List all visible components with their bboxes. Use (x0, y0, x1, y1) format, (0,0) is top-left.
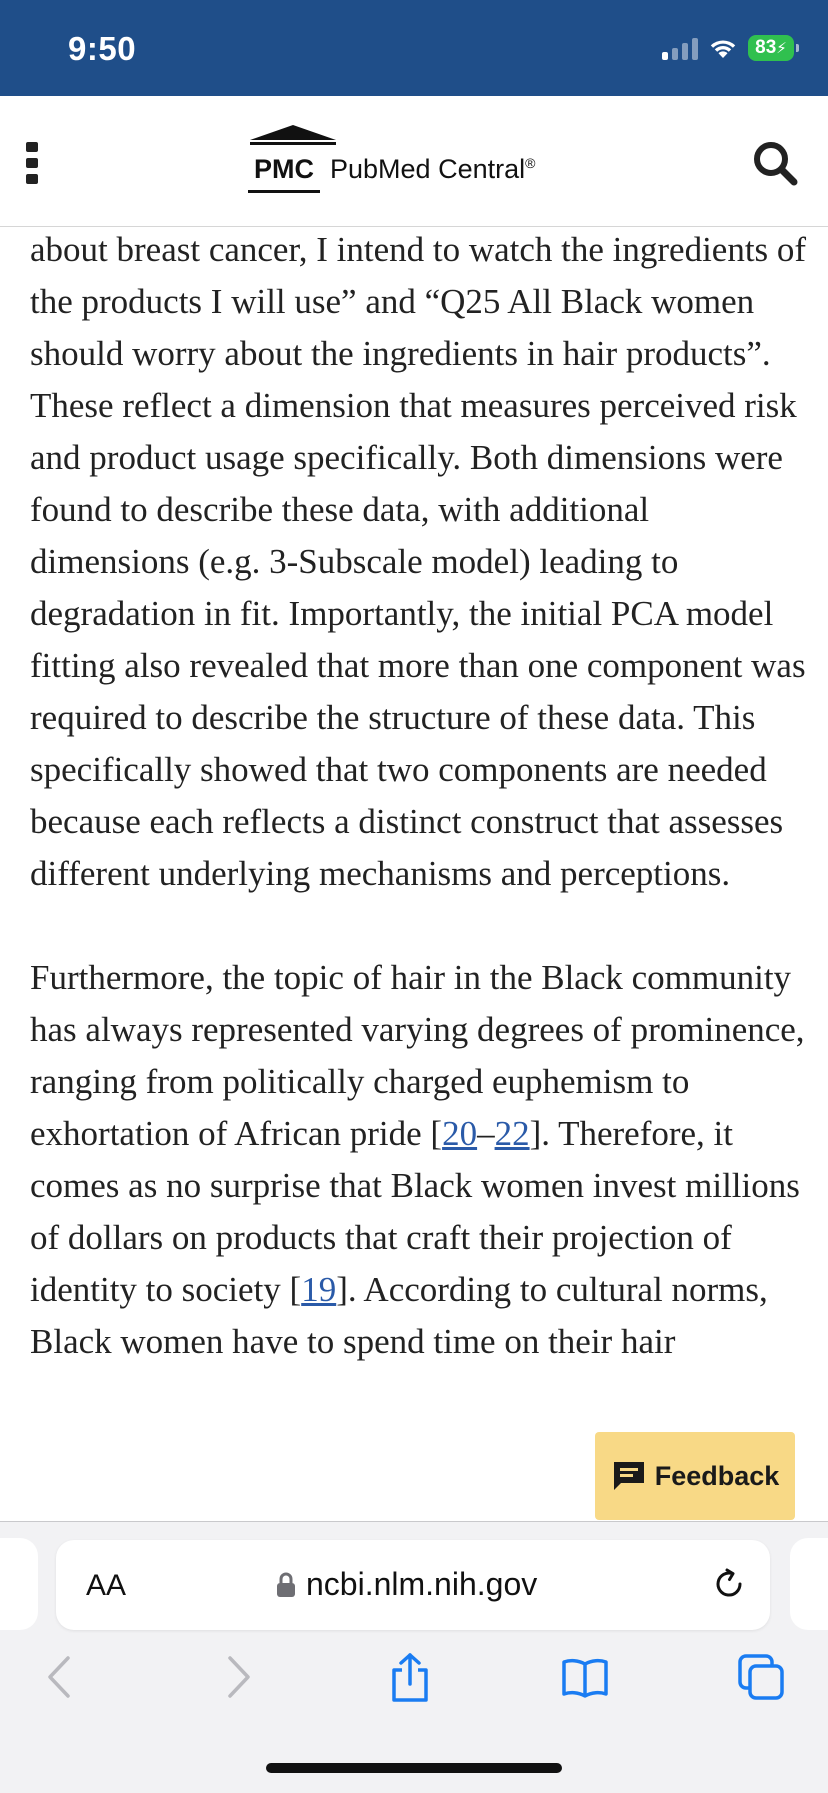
home-indicator (266, 1763, 562, 1773)
url-text: ncbi.nlm.nih.gov (306, 1566, 538, 1602)
address-bar[interactable] (56, 1540, 770, 1630)
battery-level: 83 (755, 37, 777, 58)
lock-icon (276, 1572, 296, 1598)
bookmarks-icon[interactable] (560, 1652, 610, 1702)
status-time: 9:50 (68, 30, 137, 67)
ref-link-22[interactable]: 22 (494, 1114, 530, 1153)
ref-link-20[interactable]: 20 (442, 1114, 478, 1153)
browser-toolbar (0, 1652, 828, 1712)
paragraph: about breast cancer, I intend to watch the ingredients of the products I will use” and “Q25 All Black women should worry about the ingredients in hair products”. These reflect a dimension that measures perceived risk and product usage specifically. Both dimensions were found to describe these data, with additional dimensions (e.g. 3-Subscale model) leading to degradation in fit. Importantly, the initial PCA model fitting also revealed that more than one component was required to describe the structure of these data. This specifically showed that two components are needed because each reflects a distinct construct that assesses different underlying mechanisms and perceptions. (30, 230, 807, 893)
status-icons (662, 34, 794, 62)
status-bar (0, 0, 828, 96)
site-header (0, 96, 828, 227)
pmc-logo[interactable] (248, 124, 535, 189)
logo-name (330, 154, 535, 189)
browser-bar (0, 1521, 828, 1793)
battery-icon: 83 ⚡ (748, 35, 794, 61)
feedback-label: Feedback (654, 1460, 780, 1491)
next-tab-peek[interactable] (790, 1538, 828, 1630)
pmc-logo-mark (248, 124, 320, 189)
cellular-signal-icon (662, 36, 698, 60)
menu-icon[interactable] (26, 142, 38, 184)
reload-icon (712, 1567, 746, 1601)
forward-icon[interactable] (218, 1652, 258, 1702)
previous-tab-peek[interactable] (0, 1538, 38, 1630)
back-icon[interactable] (40, 1652, 80, 1702)
logo-abbr: PMC (254, 154, 314, 184)
tabs-icon[interactable] (736, 1652, 786, 1702)
logo-name-text: PubMed Central (330, 154, 526, 184)
page-settings-button[interactable] (86, 1569, 126, 1603)
paragraph: Furthermore, the topic of hair in the Black community has always represented varying degrees of prominence, ranging from politically charged euphemism to exhortation of African pride [20–22]. Therefore, it comes as no surprise that Black women invest millions of dollars on products that craft their projection of identity to society [19]. According to cultural norms, Black women have to spend time on their hair (30, 958, 805, 1361)
share-icon[interactable] (388, 1652, 432, 1704)
ref-link-19[interactable]: 19 (301, 1270, 337, 1309)
roof-icon (248, 124, 338, 146)
article-body (30, 224, 808, 1368)
feedback-button[interactable] (595, 1432, 795, 1520)
feedback-icon (611, 1459, 647, 1493)
wifi-icon (708, 36, 738, 60)
aa-label: AA (86, 1569, 127, 1602)
url-display[interactable] (276, 1566, 537, 1603)
search-button[interactable] (752, 140, 798, 191)
registered-mark: ® (525, 155, 536, 171)
reload-button[interactable] (712, 1567, 746, 1606)
search-icon (752, 140, 798, 186)
